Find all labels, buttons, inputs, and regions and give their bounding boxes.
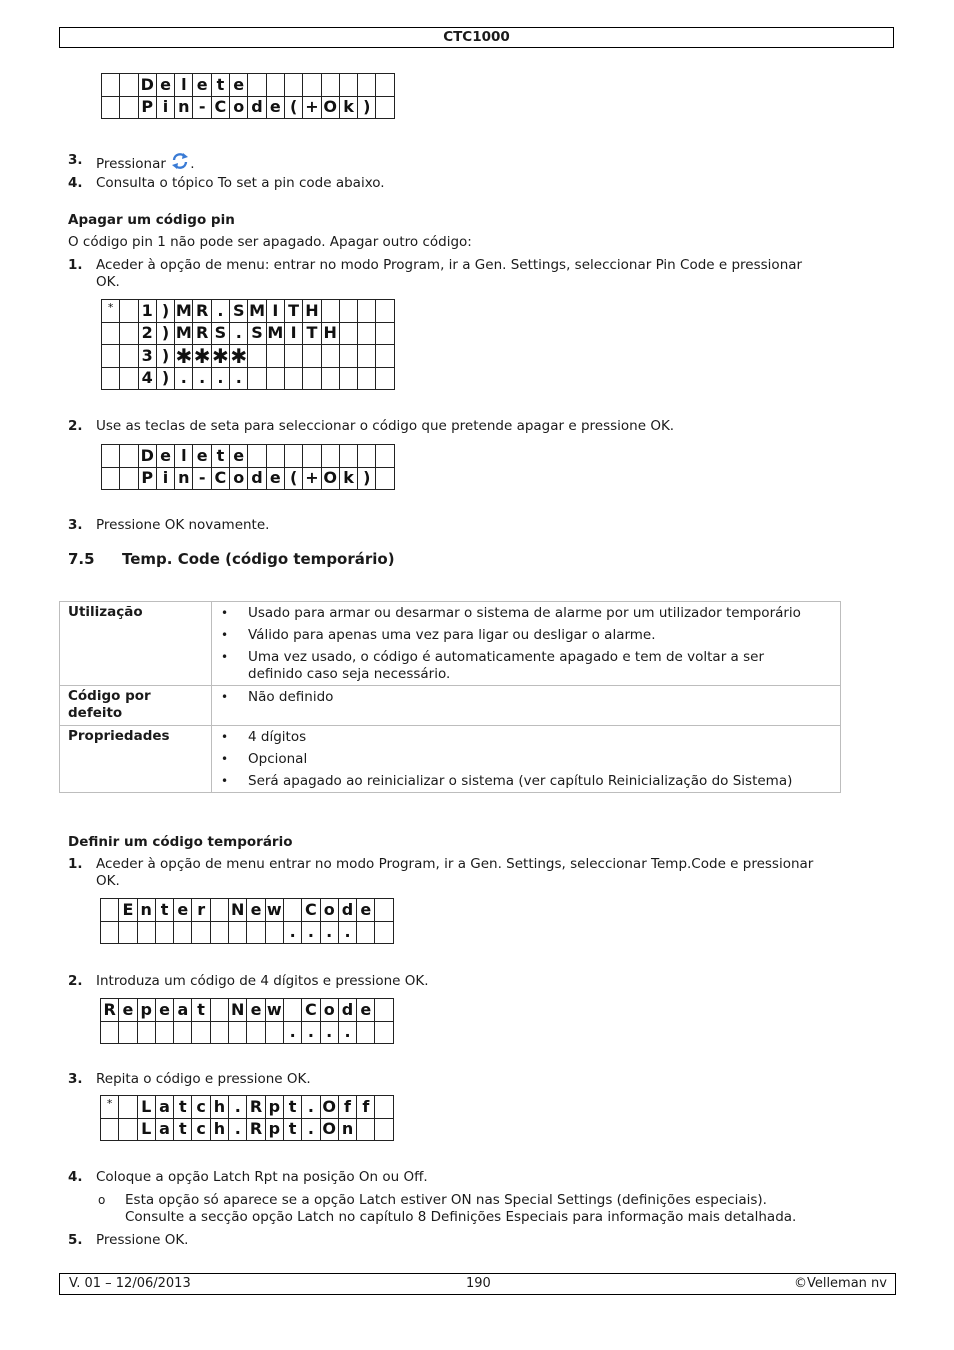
lcd-cell (376, 467, 394, 490)
lcd-cell: o (230, 96, 248, 119)
lcd-cell: . (320, 921, 338, 944)
lcd-cell (321, 445, 339, 468)
lcd-cell: + (303, 96, 321, 119)
page-header (59, 27, 894, 48)
lcd-cell (210, 921, 228, 944)
lcd-cell: H (321, 322, 339, 345)
lcd-cell (375, 999, 393, 1022)
lcd-cell: t (211, 74, 229, 97)
spec-value (212, 602, 841, 686)
section-title: Temp. Code (código temporário) (122, 550, 395, 568)
step-text: Coloque a opção Latch Rpt na posição On ou Off. (96, 1169, 428, 1185)
lcd-cell: D (138, 445, 156, 468)
lcd-cell: - (193, 96, 211, 119)
lcd-cell: t (174, 1118, 192, 1141)
lcd-display-repeat-code (100, 998, 394, 1044)
lcd-cell: ) (156, 300, 174, 323)
lcd-cell (101, 1021, 119, 1044)
lcd-cell (375, 1118, 393, 1141)
lcd-cell: c (192, 1096, 210, 1119)
header-title: CTC1000 (443, 29, 510, 45)
lcd-cell: S (248, 322, 266, 345)
lcd-cell: d (338, 999, 356, 1022)
lcd-cell: r (192, 899, 210, 922)
lcd-cell: L (137, 1118, 155, 1141)
spec-item: • Opcional (212, 748, 840, 770)
page-footer (59, 1273, 896, 1295)
lcd-cell (119, 921, 137, 944)
lcd-cell: M (175, 300, 193, 323)
lcd-cell (376, 445, 394, 468)
lcd-cell: n (175, 467, 193, 490)
lcd-cell: ) (358, 467, 376, 490)
lcd-cell: e (247, 999, 265, 1022)
lcd-cell (358, 300, 376, 323)
section-number: 7.5 (68, 550, 95, 568)
lcd-cell (229, 921, 247, 944)
lcd-cell: h (210, 1096, 228, 1119)
lcd-cell: * (102, 300, 120, 323)
spec-row (60, 686, 841, 726)
spec-item: • Válido para apenas uma vez para ligar ou desligar o alarme. (212, 624, 840, 646)
lcd-cell: C (302, 899, 320, 922)
lcd-cell: e (156, 74, 174, 97)
lcd-cell (339, 300, 357, 323)
lcd-cell (102, 345, 120, 368)
lcd-cell (119, 1118, 137, 1141)
lcd-cell: ( (284, 96, 302, 119)
lcd-cell (339, 445, 357, 468)
lcd-display-enter-code (100, 898, 394, 944)
lcd-cell (101, 1118, 119, 1141)
lcd-cell (375, 1096, 393, 1119)
lcd-cell (303, 345, 321, 368)
spec-row (60, 726, 841, 793)
lcd-cell: I (284, 322, 302, 345)
footer-copyright: ©Velleman nv (793, 1276, 887, 1291)
lcd-cell (120, 74, 138, 97)
lcd-cell: e (193, 445, 211, 468)
lcd-display-latch (100, 1095, 394, 1141)
lcd-cell (120, 467, 138, 490)
lcd-cell: R (193, 322, 211, 345)
lcd-cell: O (321, 467, 339, 490)
lcd-cell (358, 367, 376, 390)
lcd-cell: . (283, 1021, 301, 1044)
lcd-cell: ) (156, 345, 174, 368)
lcd-cell: R (101, 999, 119, 1022)
lcd-cell: S (230, 300, 248, 323)
lcd-cell: 1 (138, 300, 156, 323)
step-text: Use as teclas de seta para seleccionar o código que pretende apagar e pressione OK. (96, 418, 675, 434)
lcd-cell: M (248, 300, 266, 323)
lcd-cell: n (175, 96, 193, 119)
lcd-cell: a (174, 999, 192, 1022)
spec-value (212, 686, 841, 726)
lcd-cell: e (156, 445, 174, 468)
lcd-display-pin-list (101, 299, 395, 390)
step-text: Pressione OK. (96, 1232, 189, 1248)
lcd-row (102, 300, 395, 323)
lcd-cell: t (174, 1096, 192, 1119)
lcd-row (101, 999, 394, 1022)
lcd-cell (155, 1021, 173, 1044)
lcd-cell: . (302, 1118, 320, 1141)
lcd-row (102, 322, 395, 345)
lcd-cell (120, 445, 138, 468)
lcd-cell: I (266, 300, 284, 323)
lcd-cell: C (211, 96, 229, 119)
lcd-cell (283, 999, 301, 1022)
lcd-row (102, 96, 395, 119)
lcd-cell: t (283, 1118, 301, 1141)
sub-bullet-text-cont: Consulte a secção opção Latch no capítulo 8 Definições Especiais para informação mais detalhada. (125, 1209, 797, 1225)
lcd-cell (284, 445, 302, 468)
lcd-cell: k (339, 96, 357, 119)
spec-value (212, 726, 841, 793)
lcd-cell (120, 96, 138, 119)
step-number: 2. (68, 418, 83, 434)
lcd-cell: 4 (138, 367, 156, 390)
lcd-cell (102, 367, 120, 390)
lcd-cell: ✱ (175, 343, 193, 368)
lcd-cell: P (138, 96, 156, 119)
lcd-cell: i (156, 96, 174, 119)
lcd-cell: e (230, 445, 248, 468)
lcd-cell: - (193, 467, 211, 490)
lcd-cell (120, 345, 138, 368)
lcd-cell (119, 1021, 137, 1044)
lcd-display-delete (101, 444, 395, 490)
lcd-cell (248, 345, 266, 368)
step-number: 4. (68, 175, 83, 191)
step-number: 3. (68, 1071, 83, 1087)
lcd-cell: o (230, 467, 248, 490)
lcd-cell: d (248, 467, 266, 490)
step-number: 2. (68, 973, 83, 989)
lcd-cell: t (211, 445, 229, 468)
lcd-cell (284, 367, 302, 390)
lcd-cell: l (175, 74, 193, 97)
lcd-cell (284, 74, 302, 97)
lcd-cell: i (156, 467, 174, 490)
lcd-cell (248, 367, 266, 390)
lcd-cell: ) (156, 367, 174, 390)
lcd-cell (284, 345, 302, 368)
lcd-cell: R (247, 1096, 265, 1119)
lcd-cell: e (357, 999, 375, 1022)
lcd-cell: p (265, 1118, 283, 1141)
lcd-cell: ✱ (193, 343, 211, 368)
lcd-cell: . (229, 1118, 247, 1141)
lcd-cell (174, 1021, 192, 1044)
lcd-cell (375, 1021, 393, 1044)
lcd-cell: . (302, 1096, 320, 1119)
lcd-row (102, 367, 395, 390)
lcd-cell: e (174, 899, 192, 922)
lcd-row (101, 899, 394, 922)
step-text: Pressione OK novamente. (96, 517, 270, 533)
refresh-icon (170, 152, 190, 170)
lcd-cell: l (175, 445, 193, 468)
spec-key: Propriedades (60, 726, 212, 793)
lcd-row (101, 1021, 394, 1044)
lcd-cell: f (338, 1096, 356, 1119)
lcd-cell: . (302, 1021, 320, 1044)
lcd-cell: 3 (138, 345, 156, 368)
lcd-cell: . (338, 1021, 356, 1044)
lcd-cell: k (339, 467, 357, 490)
lcd-cell: d (248, 96, 266, 119)
section-heading-delete: Apagar um código pin (68, 212, 235, 228)
spec-item: • 4 dígitos (212, 726, 840, 748)
lcd-cell: . (193, 367, 211, 390)
lcd-cell (155, 921, 173, 944)
lcd-cell: T (303, 322, 321, 345)
lcd-cell: . (230, 367, 248, 390)
lcd-row (102, 467, 395, 490)
lcd-cell (358, 322, 376, 345)
lcd-cell: e (247, 899, 265, 922)
lcd-cell: e (266, 467, 284, 490)
lcd-cell (375, 899, 393, 922)
step-text: Introduza um código de 4 dígitos e pressione OK. (96, 973, 429, 989)
step-text: Repita o código e pressione OK. (96, 1071, 311, 1087)
lcd-cell (248, 445, 266, 468)
lcd-cell: e (193, 74, 211, 97)
lcd-cell: e (230, 74, 248, 97)
lcd-cell (303, 74, 321, 97)
lcd-cell (210, 899, 228, 922)
lcd-cell: O (320, 1118, 338, 1141)
lcd-cell (120, 300, 138, 323)
lcd-cell (102, 445, 120, 468)
lcd-cell: 2 (138, 322, 156, 345)
lcd-cell: o (320, 999, 338, 1022)
lcd-cell: . (320, 1021, 338, 1044)
lcd-row (102, 74, 395, 97)
lcd-cell (358, 345, 376, 368)
lcd-row (102, 345, 395, 368)
lcd-cell: H (303, 300, 321, 323)
lcd-cell: N (229, 999, 247, 1022)
step-number: 1. (68, 856, 83, 872)
lcd-cell: c (192, 1118, 210, 1141)
lcd-cell (120, 367, 138, 390)
lcd-cell (266, 74, 284, 97)
lcd-cell (101, 899, 119, 922)
lcd-cell (174, 921, 192, 944)
lcd-row (102, 445, 395, 468)
lcd-cell (229, 1021, 247, 1044)
step-text: Pressionar . (96, 152, 195, 172)
lcd-cell (376, 96, 394, 119)
lcd-cell (248, 74, 266, 97)
lcd-cell (102, 74, 120, 97)
lcd-cell (376, 322, 394, 345)
lcd-cell (265, 1021, 283, 1044)
lcd-cell (101, 921, 119, 944)
step-number: 3. (68, 152, 83, 168)
spec-item: • Usado para armar ou desarmar o sistema de alarme por um utilizador temporário (212, 602, 840, 624)
lcd-cell: O (320, 1096, 338, 1119)
step-text-cont: OK. (96, 274, 120, 290)
spec-key: Código por defeito (60, 686, 212, 726)
lcd-cell: ) (358, 96, 376, 119)
lcd-cell: w (265, 899, 283, 922)
footer-page-number: 190 (466, 1276, 491, 1291)
step-text: Consulta o tópico To set a pin code abaixo. (96, 175, 385, 191)
lcd-cell: R (193, 300, 211, 323)
lcd-cell: d (338, 899, 356, 922)
lcd-cell (210, 1021, 228, 1044)
lcd-cell: o (320, 899, 338, 922)
lcd-cell: M (266, 322, 284, 345)
footer-version: V. 01 – 12/06/2013 (69, 1276, 191, 1291)
lcd-cell: P (138, 467, 156, 490)
lcd-cell (339, 345, 357, 368)
lcd-cell: f (357, 1096, 375, 1119)
lcd-cell: C (302, 999, 320, 1022)
lcd-cell: a (155, 1096, 173, 1119)
lcd-cell: e (155, 999, 173, 1022)
lcd-cell: w (265, 999, 283, 1022)
lcd-cell: ✱ (230, 343, 248, 368)
lcd-cell (321, 300, 339, 323)
lcd-cell: . (211, 367, 229, 390)
step-number: 3. (68, 517, 83, 533)
spec-table (59, 601, 841, 793)
intro-text: O código pin 1 não pode ser apagado. Apagar outro código: (68, 234, 472, 250)
sub-bullet-text: Esta opção só aparece se a opção Latch estiver ON nas Special Settings (definições especiais). (125, 1192, 767, 1208)
lcd-cell: S (211, 322, 229, 345)
lcd-display-delete-top (101, 73, 395, 119)
lcd-cell (376, 74, 394, 97)
lcd-cell (192, 1021, 210, 1044)
spec-item: • Será apagado ao reinicializar o sistema (ver capítulo Reinicialização do Sistema) (212, 770, 840, 792)
lcd-cell (357, 921, 375, 944)
lcd-cell (376, 367, 394, 390)
lcd-cell (102, 322, 120, 345)
lcd-cell: L (137, 1096, 155, 1119)
lcd-cell: ) (156, 322, 174, 345)
lcd-cell (376, 300, 394, 323)
lcd-cell (376, 345, 394, 368)
lcd-cell: t (155, 899, 173, 922)
section-heading-define: Definir um código temporário (68, 834, 293, 850)
lcd-cell: n (338, 1118, 356, 1141)
spec-item: • Uma vez usado, o código é automaticamente apagado e tem de voltar a ser definido caso seja necessário. (212, 646, 840, 685)
step-number: 4. (68, 1169, 83, 1185)
lcd-cell (358, 74, 376, 97)
lcd-cell: R (247, 1118, 265, 1141)
lcd-cell: ( (284, 467, 302, 490)
lcd-cell: a (155, 1118, 173, 1141)
lcd-cell: p (137, 999, 155, 1022)
spec-item: • Não definido (212, 686, 840, 708)
step-text: Aceder à opção de menu entrar no modo Program, ir a Gen. Settings, seleccionar Temp.Code e pressionar (96, 856, 814, 872)
lcd-row (101, 921, 394, 944)
lcd-cell (303, 445, 321, 468)
lcd-cell (266, 345, 284, 368)
lcd-cell: e (357, 899, 375, 922)
lcd-cell: . (229, 1096, 247, 1119)
lcd-cell: t (283, 1096, 301, 1119)
lcd-cell: . (175, 367, 193, 390)
step-text: Aceder à opção de menu: entrar no modo Program, ir a Gen. Settings, seleccionar Pin Code e pressionar (96, 257, 803, 273)
lcd-cell (210, 999, 228, 1022)
lcd-cell (137, 921, 155, 944)
lcd-cell: . (338, 921, 356, 944)
lcd-cell (119, 1096, 137, 1119)
lcd-cell (266, 445, 284, 468)
lcd-cell: . (302, 921, 320, 944)
lcd-cell (321, 367, 339, 390)
lcd-cell: * (101, 1096, 119, 1119)
lcd-cell (247, 1021, 265, 1044)
lcd-cell (102, 467, 120, 490)
spec-row (60, 602, 841, 686)
step-number: 5. (68, 1232, 83, 1248)
lcd-row (101, 1118, 394, 1141)
lcd-cell (339, 74, 357, 97)
lcd-cell: . (283, 921, 301, 944)
lcd-cell: e (119, 999, 137, 1022)
lcd-cell: N (229, 899, 247, 922)
lcd-cell: + (303, 467, 321, 490)
lcd-cell (283, 899, 301, 922)
lcd-cell: . (211, 300, 229, 323)
lcd-cell (375, 921, 393, 944)
lcd-cell: h (210, 1118, 228, 1141)
lcd-cell (357, 1118, 375, 1141)
lcd-cell (321, 74, 339, 97)
lcd-cell: E (119, 899, 137, 922)
lcd-cell: t (192, 999, 210, 1022)
lcd-cell: T (284, 300, 302, 323)
lcd-cell (137, 1021, 155, 1044)
lcd-cell: p (265, 1096, 283, 1119)
lcd-cell (358, 445, 376, 468)
lcd-cell: e (266, 96, 284, 119)
lcd-cell: n (137, 899, 155, 922)
lcd-cell (321, 345, 339, 368)
lcd-cell (266, 367, 284, 390)
step-number: 1. (68, 257, 83, 273)
lcd-cell (357, 1021, 375, 1044)
lcd-cell: . (230, 322, 248, 345)
lcd-cell (265, 921, 283, 944)
lcd-cell (339, 322, 357, 345)
lcd-cell (192, 921, 210, 944)
lcd-cell (247, 921, 265, 944)
lcd-cell (339, 367, 357, 390)
spec-key: Utilização (60, 602, 212, 686)
lcd-cell: O (321, 96, 339, 119)
lcd-row (101, 1096, 394, 1119)
lcd-cell (120, 322, 138, 345)
lcd-cell: ✱ (212, 343, 229, 368)
lcd-cell: C (211, 467, 229, 490)
lcd-cell (303, 367, 321, 390)
lcd-cell: D (138, 74, 156, 97)
sub-bullet-marker: o (98, 1193, 106, 1207)
lcd-cell: M (175, 322, 193, 345)
step-text-cont: OK. (96, 873, 120, 889)
lcd-cell (102, 96, 120, 119)
